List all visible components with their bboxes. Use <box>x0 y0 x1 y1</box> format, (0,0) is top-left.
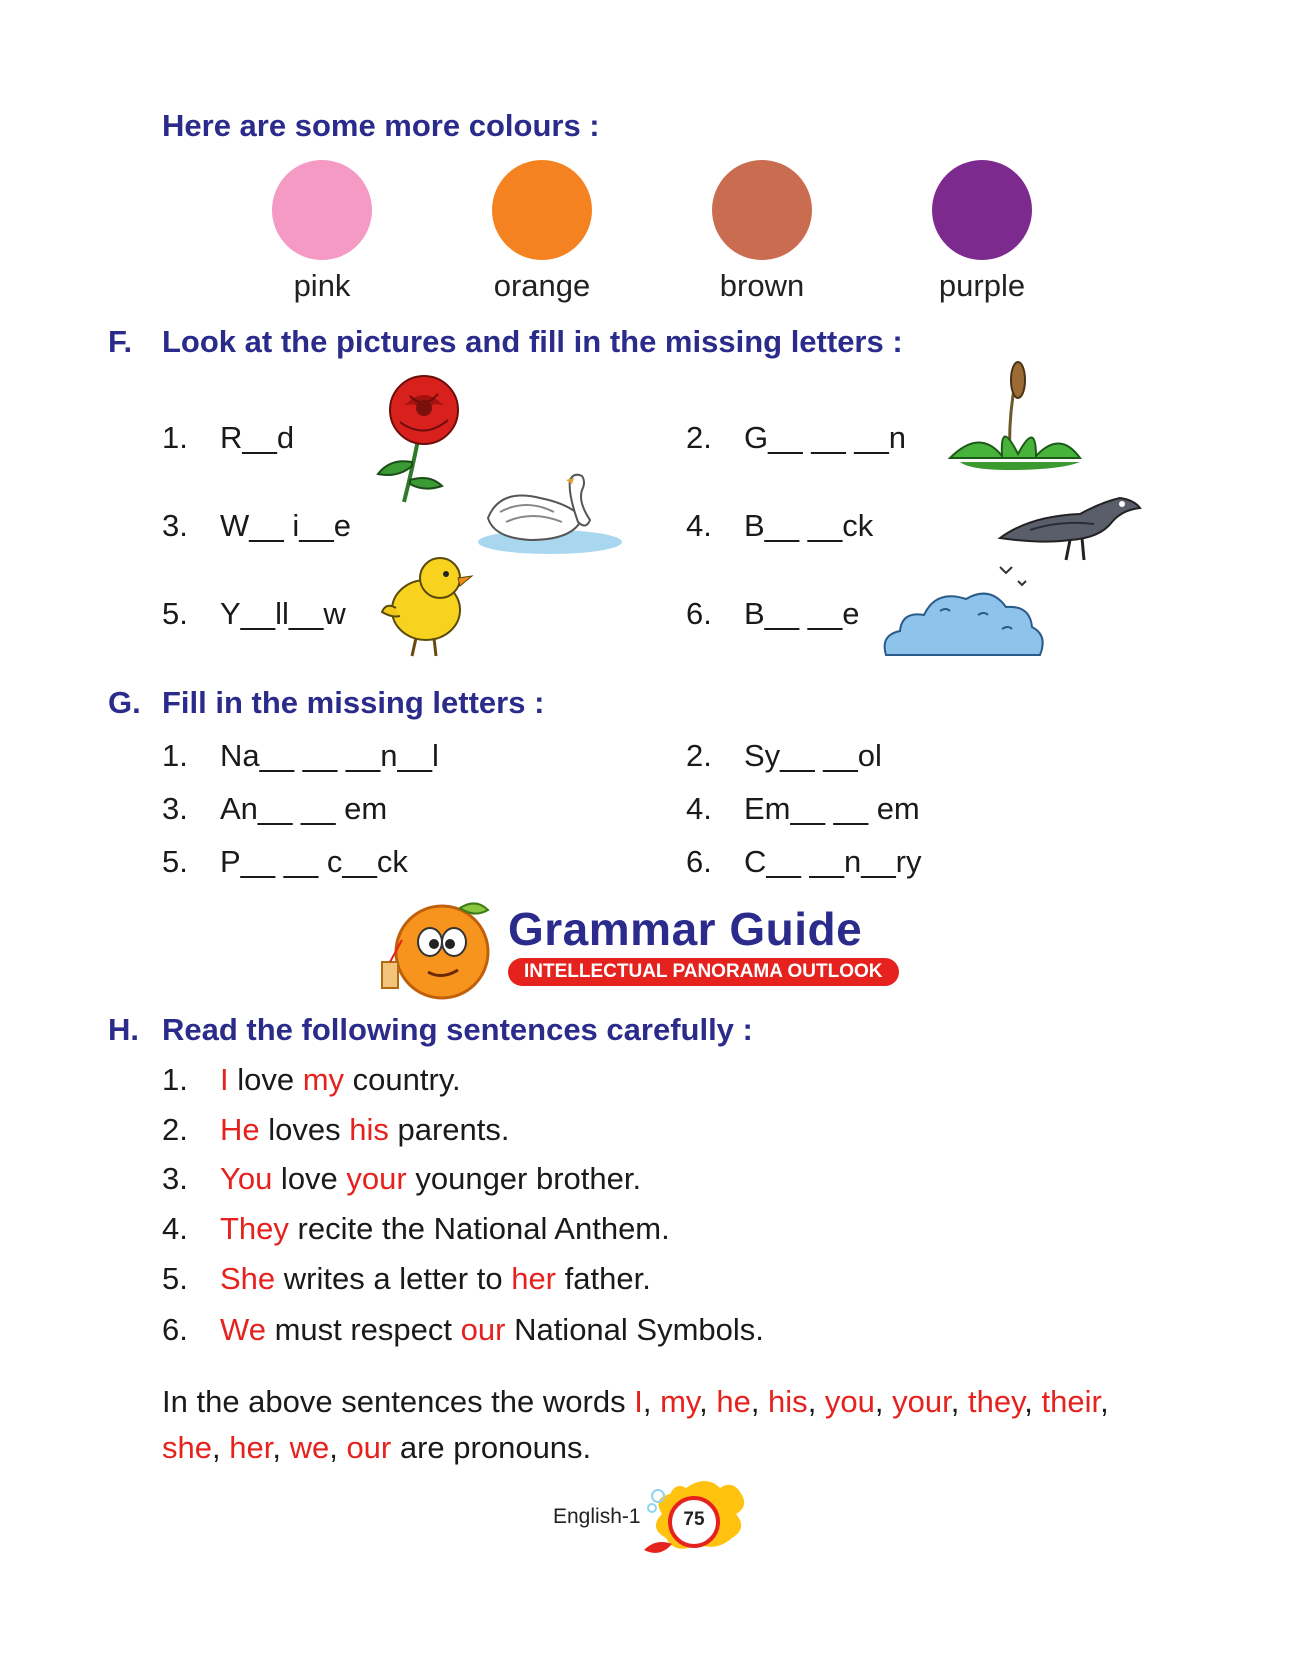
g-item-4-num: 4. <box>686 791 712 826</box>
sentence-text: recite the National Anthem. <box>288 1211 670 1246</box>
pronoun-word: her <box>511 1261 557 1296</box>
sentence-number: 4. <box>162 1211 188 1246</box>
sentence-text: parents. <box>388 1112 510 1147</box>
pronoun-word: we <box>289 1430 330 1465</box>
swan-illustration <box>470 468 630 558</box>
grammar-guide-subtitle: INTELLECTUAL PANORAMA OUTLOOK <box>508 958 899 986</box>
section-h-letter: H. <box>108 1012 139 1047</box>
sentence-5 <box>162 1261 651 1297</box>
sentence-text: , <box>272 1430 290 1465</box>
g-item-5-text: P__ __ c__ck <box>220 844 408 879</box>
sentence-text: , <box>211 1430 230 1465</box>
sentence-number: 5. <box>162 1261 188 1296</box>
g-item-1-text: Na__ __ __n__l <box>220 738 439 773</box>
purple-swatch <box>932 160 1032 260</box>
pronoun-word: you <box>824 1384 875 1419</box>
pronoun-word: He <box>220 1112 260 1147</box>
pronoun-word: my <box>660 1384 700 1419</box>
summary-line-2 <box>162 1430 591 1466</box>
pronoun-word: they <box>967 1384 1025 1419</box>
sentence-text: father. <box>556 1261 651 1296</box>
sentence-text: love <box>228 1062 303 1097</box>
grass-illustration <box>940 358 1090 478</box>
pronoun-word: our <box>460 1312 506 1347</box>
orange-swatch <box>492 160 592 260</box>
summary-line-1 <box>162 1384 1109 1420</box>
sentence-4 <box>162 1211 670 1247</box>
f-item-4-text: B__ __ck <box>744 508 874 543</box>
f-item-5-text: Y__ll__w <box>220 596 346 631</box>
g-item-6 <box>686 844 922 880</box>
f-item-6-num: 6. <box>686 596 712 631</box>
f-item-6-text: B__ __e <box>744 596 860 631</box>
section-f-letter: F. <box>108 324 133 359</box>
sentence-text: are pronouns. <box>391 1430 592 1465</box>
sentence-text: younger brother. <box>406 1161 642 1196</box>
page-number: 75 <box>683 1509 705 1530</box>
f-item-5-num: 5. <box>162 596 188 631</box>
g-item-3 <box>162 791 387 827</box>
f-item-4-num: 4. <box>686 508 712 543</box>
pronoun-word: your <box>892 1384 951 1419</box>
orange-label: orange <box>493 268 591 303</box>
brown-label: brown <box>719 268 805 303</box>
sentence-1 <box>162 1062 461 1098</box>
f-item-3-text: W__ i__e <box>220 508 351 543</box>
f-item-3-num: 3. <box>162 508 188 543</box>
f-item-2-num: 2. <box>686 420 712 455</box>
pronoun-word: They <box>220 1211 289 1246</box>
sentence-3 <box>162 1161 641 1197</box>
sentence-text: , <box>1024 1384 1042 1419</box>
g-item-1-num: 1. <box>162 738 188 773</box>
section-g-title: Fill in the missing letters : <box>162 685 545 720</box>
f-item-2 <box>686 420 906 456</box>
pronoun-word: She <box>220 1261 276 1296</box>
pronoun-word: my <box>302 1062 345 1097</box>
g-item-6-text: C__ __n__ry <box>744 844 922 879</box>
pronoun-word: she <box>162 1430 212 1465</box>
sentence-text: In the above sentences the words <box>162 1384 635 1419</box>
f-item-6 <box>686 596 860 632</box>
pronoun-word: her <box>229 1430 273 1465</box>
pronoun-word: he <box>716 1384 751 1419</box>
g-item-2-num: 2. <box>686 738 712 773</box>
section-f-title: Look at the pictures and fill in the missing letters : <box>162 324 903 359</box>
sentence-text: , <box>807 1384 825 1419</box>
sentence-text: love <box>272 1161 347 1196</box>
g-item-6-num: 6. <box>686 844 712 879</box>
sentence-text: must respect <box>265 1312 461 1347</box>
f-item-5 <box>162 596 346 632</box>
sentence-text: , <box>329 1430 347 1465</box>
f-item-1-num: 1. <box>162 420 188 455</box>
pink-swatch <box>272 160 372 260</box>
sentence-text: National Symbols. <box>505 1312 764 1347</box>
pronoun-word: their <box>1041 1384 1101 1419</box>
g-item-3-num: 3. <box>162 791 188 826</box>
pronoun-word: I <box>634 1384 643 1419</box>
sentence-text: writes a letter to <box>275 1261 512 1296</box>
sentence-text: , <box>874 1384 893 1419</box>
sentence-text: , <box>750 1384 769 1419</box>
sentence-text: , <box>699 1384 717 1419</box>
pronoun-word: We <box>220 1312 266 1347</box>
f-item-1 <box>162 420 294 456</box>
pronoun-word: his <box>768 1384 808 1419</box>
pronoun-word: your <box>346 1161 407 1196</box>
f-item-3 <box>162 508 351 544</box>
pronoun-word: our <box>346 1430 392 1465</box>
section-g-letter: G. <box>108 685 141 720</box>
sentence-text: country. <box>344 1062 461 1097</box>
f-item-2-text: G__ __ __n <box>744 420 907 455</box>
sentence-number: 2. <box>162 1112 188 1147</box>
footer-book-name: English-1 <box>553 1505 641 1528</box>
g-item-1 <box>162 738 439 774</box>
pronoun-word: You <box>220 1161 273 1196</box>
colours-heading: Here are some more colours : <box>162 108 600 143</box>
sentence-number: 1. <box>162 1062 188 1097</box>
orange-mascot-icon <box>372 896 502 1006</box>
chick-illustration <box>378 552 478 662</box>
g-item-4 <box>686 791 920 827</box>
pink-label: pink <box>293 268 351 303</box>
pronoun-word: his <box>349 1112 389 1147</box>
f-item-1-text: R__d <box>220 420 295 455</box>
grammar-guide-title: Grammar Guide <box>508 903 863 955</box>
sentence-text: , <box>950 1384 968 1419</box>
sentence-2 <box>162 1112 510 1148</box>
g-item-5-num: 5. <box>162 844 188 879</box>
g-item-2 <box>686 738 882 774</box>
purple-label: purple <box>938 268 1026 303</box>
f-item-4 <box>686 508 873 544</box>
sentence-6 <box>162 1312 764 1348</box>
g-item-2-text: Sy__ __ol <box>744 738 882 773</box>
grammar-guide-badge <box>508 958 899 986</box>
sentence-number: 6. <box>162 1312 188 1347</box>
section-h-title: Read the following sentences carefully : <box>162 1012 753 1047</box>
sentence-text: , <box>642 1384 661 1419</box>
cloud-illustration <box>880 555 1050 660</box>
g-item-5 <box>162 844 408 880</box>
pronoun-word: I <box>220 1062 229 1097</box>
sentence-text: loves <box>259 1112 350 1147</box>
rose-illustration <box>360 370 480 505</box>
g-item-3-text: An__ __ em <box>220 791 388 826</box>
sentence-text: , <box>1100 1384 1109 1419</box>
sentence-number: 3. <box>162 1161 188 1196</box>
g-item-4-text: Em__ __ em <box>744 791 920 826</box>
brown-swatch <box>712 160 812 260</box>
